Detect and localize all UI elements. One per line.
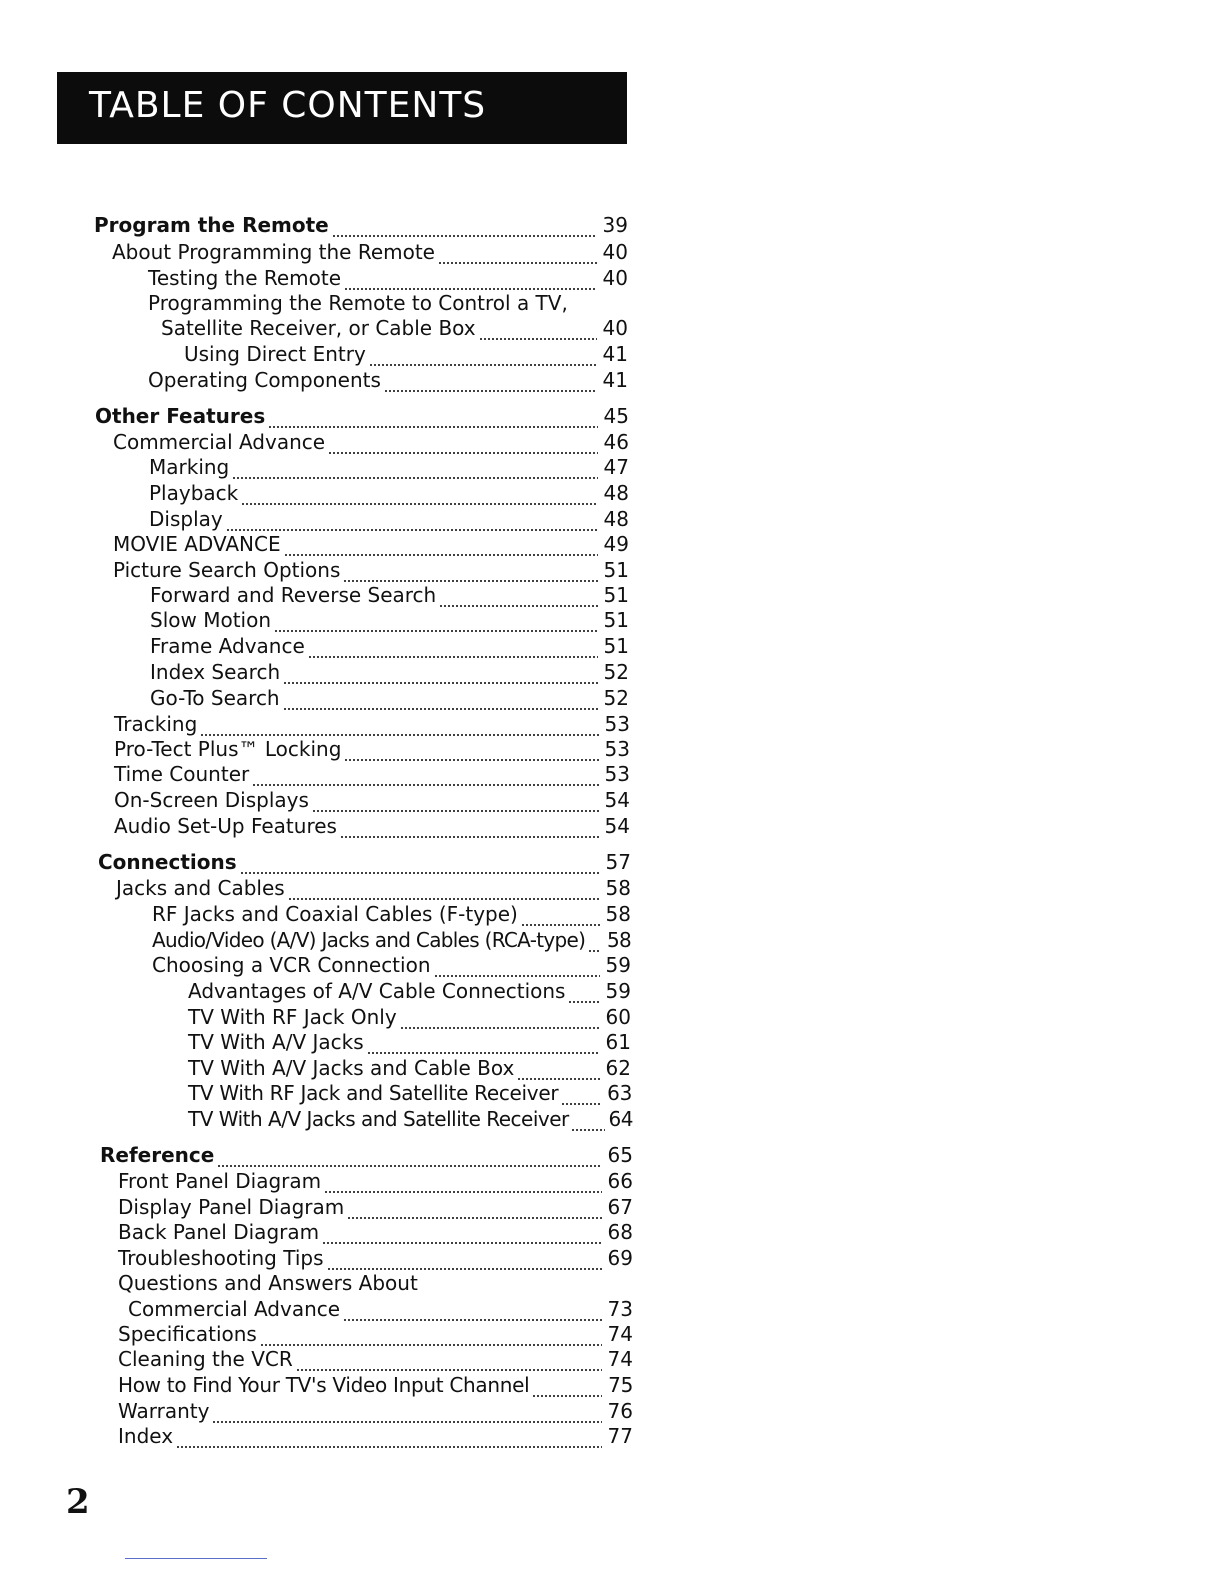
toc-label: Picture Search Options xyxy=(113,558,341,582)
toc-label: Index xyxy=(118,1424,174,1448)
toc-page-number: 58 xyxy=(606,928,631,952)
toc-entry[interactable] xyxy=(149,480,629,506)
toc-entry[interactable] xyxy=(184,341,628,367)
toc-label: Front Panel Diagram xyxy=(118,1169,322,1193)
dot-leader xyxy=(288,893,600,901)
toc-entry[interactable] xyxy=(128,1296,633,1322)
toc-page-number: 64 xyxy=(608,1107,633,1131)
toc-page-number: 48 xyxy=(603,507,629,531)
toc-label: Frame Advance xyxy=(150,634,305,658)
toc-label: Forward and Reverse Search xyxy=(150,583,437,607)
toc-label: Marking xyxy=(149,455,230,479)
toc-entry[interactable] xyxy=(113,429,629,455)
toc-entry[interactable] xyxy=(118,1270,633,1296)
dot-leader xyxy=(324,1186,601,1194)
toc-label: Other Features xyxy=(95,404,266,428)
toc-label: Choosing a VCR Connection xyxy=(152,953,431,977)
toc-entry[interactable] xyxy=(114,736,630,762)
page-number: 2 xyxy=(66,1482,90,1522)
toc-entry[interactable] xyxy=(148,265,628,291)
toc-label: Go-To Search xyxy=(150,686,280,710)
toc-label: Specifications xyxy=(118,1322,257,1346)
toc-entry[interactable] xyxy=(161,315,628,341)
toc-label: Advantages of A/V Cable Connections xyxy=(188,979,566,1003)
toc-page-number: 41 xyxy=(602,368,628,392)
toc-label: Audio/Video (A/V) Jacks and Cables (RCA-type) xyxy=(152,928,586,952)
dot-leader xyxy=(521,919,600,927)
toc-entry[interactable] xyxy=(152,952,631,978)
toc-entry[interactable] xyxy=(114,711,630,737)
toc-entry[interactable] xyxy=(118,1423,633,1449)
dot-leader xyxy=(369,359,597,367)
toc-page-number: 51 xyxy=(603,583,629,607)
toc-page-number: 75 xyxy=(608,1373,633,1397)
toc-entry[interactable] xyxy=(118,1168,633,1194)
toc-entry[interactable] xyxy=(114,813,630,839)
toc-page-number: 40 xyxy=(602,316,628,340)
dot-leader xyxy=(322,1237,601,1245)
toc-page-number: 47 xyxy=(603,455,629,479)
toc-entry[interactable] xyxy=(118,1245,633,1271)
dot-leader xyxy=(434,970,600,978)
toc-label: Commercial Advance xyxy=(113,430,326,454)
toc-page-number: 74 xyxy=(607,1347,633,1371)
dot-leader xyxy=(308,651,598,659)
dot-leader xyxy=(217,1160,601,1168)
toc-label: TV With A/V Jacks and Cable Box xyxy=(188,1056,515,1080)
toc-entry[interactable] xyxy=(150,685,629,711)
toc-page-number: 59 xyxy=(605,953,631,977)
toc-label: Warranty xyxy=(118,1399,210,1423)
toc-label: Connections xyxy=(98,850,237,874)
toc-label: How to Find Your TV's Video Input Channel xyxy=(118,1373,530,1397)
toc-label: Using Direct Entry xyxy=(184,342,366,366)
toc-page-number: 62 xyxy=(605,1056,631,1080)
toc-page-number: 58 xyxy=(605,876,631,900)
toc-label: Cleaning the VCR xyxy=(118,1347,293,1371)
toc-entry[interactable] xyxy=(188,1055,631,1081)
toc-page-number: 65 xyxy=(607,1143,633,1167)
toc-entry[interactable] xyxy=(118,1194,633,1220)
dot-leader xyxy=(283,703,598,711)
dot-leader xyxy=(561,1098,601,1106)
toc-page-number: 57 xyxy=(605,850,631,874)
toc-entry[interactable] xyxy=(148,290,628,316)
dot-leader xyxy=(438,257,597,265)
toc-entry[interactable] xyxy=(113,531,629,557)
toc-entry[interactable] xyxy=(112,239,628,265)
title-bar xyxy=(57,72,627,144)
toc-page-number: 76 xyxy=(607,1399,633,1423)
toc-label: Tracking xyxy=(114,712,198,736)
toc-page-number: 74 xyxy=(607,1322,633,1346)
toc-entry[interactable] xyxy=(118,1346,633,1372)
toc-entry[interactable] xyxy=(152,901,631,927)
toc-page-number: 45 xyxy=(603,404,629,428)
toc-page-number: 40 xyxy=(602,266,628,290)
toc-page-number: 46 xyxy=(603,430,629,454)
toc-page-number: 58 xyxy=(605,902,631,926)
toc-label: Display xyxy=(149,507,223,531)
toc-entry[interactable] xyxy=(188,1004,631,1030)
toc-page-number: 60 xyxy=(605,1005,631,1029)
dot-leader xyxy=(283,677,597,685)
toc-page-number: 69 xyxy=(607,1246,633,1270)
toc-label: Questions and Answers About xyxy=(118,1271,418,1295)
toc-label: Time Counter xyxy=(114,762,250,786)
toc-label: Satellite Receiver, or Cable Box xyxy=(161,316,476,340)
toc-page-number: 51 xyxy=(603,634,629,658)
toc-label: TV With RF Jack Only xyxy=(188,1005,397,1029)
toc-page-number: 52 xyxy=(603,660,629,684)
dot-leader xyxy=(176,1441,601,1449)
toc-entry[interactable] xyxy=(188,1080,632,1106)
toc-entry[interactable] xyxy=(188,1106,633,1132)
dot-leader xyxy=(252,779,598,787)
toc-entry[interactable] xyxy=(114,761,630,787)
dot-leader xyxy=(232,472,597,480)
toc-entry[interactable] xyxy=(150,582,629,608)
dot-leader xyxy=(340,831,599,839)
toc-label: Display Panel Diagram xyxy=(118,1195,345,1219)
toc-page-number: 77 xyxy=(607,1424,633,1448)
toc-entry[interactable] xyxy=(114,787,630,813)
toc-page-number: 68 xyxy=(607,1220,633,1244)
toc-entry[interactable] xyxy=(188,1029,631,1055)
dot-leader xyxy=(479,333,597,341)
toc-entry[interactable] xyxy=(152,927,631,953)
toc-label: Jacks and Cables xyxy=(116,876,285,900)
toc-entry[interactable] xyxy=(113,557,629,583)
dot-leader xyxy=(312,805,599,813)
dot-leader xyxy=(274,625,598,633)
toc-label: Programming the Remote to Control a TV, xyxy=(148,291,568,315)
toc-label: Pro-Tect Plus™ Locking xyxy=(114,737,342,761)
toc-label: Playback xyxy=(149,481,239,505)
toc-label: TV With RF Jack and Satellite Receiver xyxy=(188,1081,559,1105)
dot-leader xyxy=(240,867,600,875)
toc-page-number: 39 xyxy=(602,213,628,237)
toc-section-heading[interactable] xyxy=(94,212,628,238)
dot-leader xyxy=(296,1364,602,1372)
toc-entry[interactable] xyxy=(118,1219,633,1245)
toc-page-number: 48 xyxy=(603,481,629,505)
toc-entry[interactable] xyxy=(150,633,629,659)
toc-label: Testing the Remote xyxy=(148,266,342,290)
toc-label: Slow Motion xyxy=(150,608,272,632)
toc-page-number: 51 xyxy=(603,608,629,632)
toc-label: TV With A/V Jacks and Satellite Receiver xyxy=(188,1107,569,1131)
toc-label: Back Panel Diagram xyxy=(118,1220,320,1244)
dot-leader xyxy=(284,549,598,557)
toc-page-number: 54 xyxy=(604,788,630,812)
toc-entry[interactable] xyxy=(148,367,628,393)
toc-entry[interactable] xyxy=(188,978,631,1004)
toc-section-heading[interactable] xyxy=(95,403,629,429)
toc-entry[interactable] xyxy=(116,875,631,901)
toc-page-number: 53 xyxy=(604,762,630,786)
toc-label: Reference xyxy=(100,1143,215,1167)
dot-leader xyxy=(571,1124,605,1132)
toc-page-number: 73 xyxy=(607,1297,633,1321)
dot-leader xyxy=(384,385,597,393)
toc-page-number: 52 xyxy=(603,686,629,710)
toc-label: Program the Remote xyxy=(94,213,329,237)
toc-page-number: 51 xyxy=(603,558,629,582)
toc-page-number: 49 xyxy=(603,532,629,556)
toc-entry[interactable] xyxy=(149,506,629,532)
toc-label: TV With A/V Jacks xyxy=(188,1030,364,1054)
toc-label: MOVIE ADVANCE xyxy=(113,532,281,556)
dot-leader xyxy=(268,421,597,429)
toc-label: Commercial Advance xyxy=(128,1297,341,1321)
toc-label: Operating Components xyxy=(148,368,381,392)
toc-entry[interactable] xyxy=(118,1321,633,1347)
toc-section-heading[interactable] xyxy=(100,1142,633,1168)
toc-page-number: 54 xyxy=(604,814,630,838)
toc-page-number: 41 xyxy=(602,342,628,366)
toc-page-number: 61 xyxy=(605,1030,631,1054)
toc-page-number: 59 xyxy=(605,979,631,1003)
toc-label: About Programming the Remote xyxy=(112,240,435,264)
toc-entry[interactable] xyxy=(149,454,629,480)
divider xyxy=(125,1558,267,1559)
toc-entry[interactable] xyxy=(150,659,629,685)
dot-leader xyxy=(568,996,599,1004)
toc-section-heading[interactable] xyxy=(98,849,631,875)
toc-label: Troubleshooting Tips xyxy=(118,1246,324,1270)
toc-entry[interactable] xyxy=(150,607,629,633)
toc-page-number: 53 xyxy=(604,737,630,761)
toc-label: RF Jacks and Coaxial Cables (F-type) xyxy=(152,902,518,926)
dot-leader xyxy=(367,1047,600,1055)
page-title: TABLE OF CONTENTS xyxy=(89,85,487,126)
dot-leader xyxy=(332,230,597,238)
toc-page-number: 53 xyxy=(604,712,630,736)
dot-leader xyxy=(532,1390,602,1398)
toc-label: Index Search xyxy=(150,660,281,684)
toc-page-number: 40 xyxy=(602,240,628,264)
toc-label: Audio Set-Up Features xyxy=(114,814,337,838)
toc-entry[interactable] xyxy=(118,1372,633,1398)
toc-entry[interactable] xyxy=(118,1398,633,1424)
dot-leader xyxy=(241,498,597,506)
toc-page-number: 67 xyxy=(607,1195,633,1219)
toc-page-number: 63 xyxy=(607,1081,632,1105)
toc-label: On-Screen Displays xyxy=(114,788,309,812)
toc-page-number: 66 xyxy=(607,1169,633,1193)
